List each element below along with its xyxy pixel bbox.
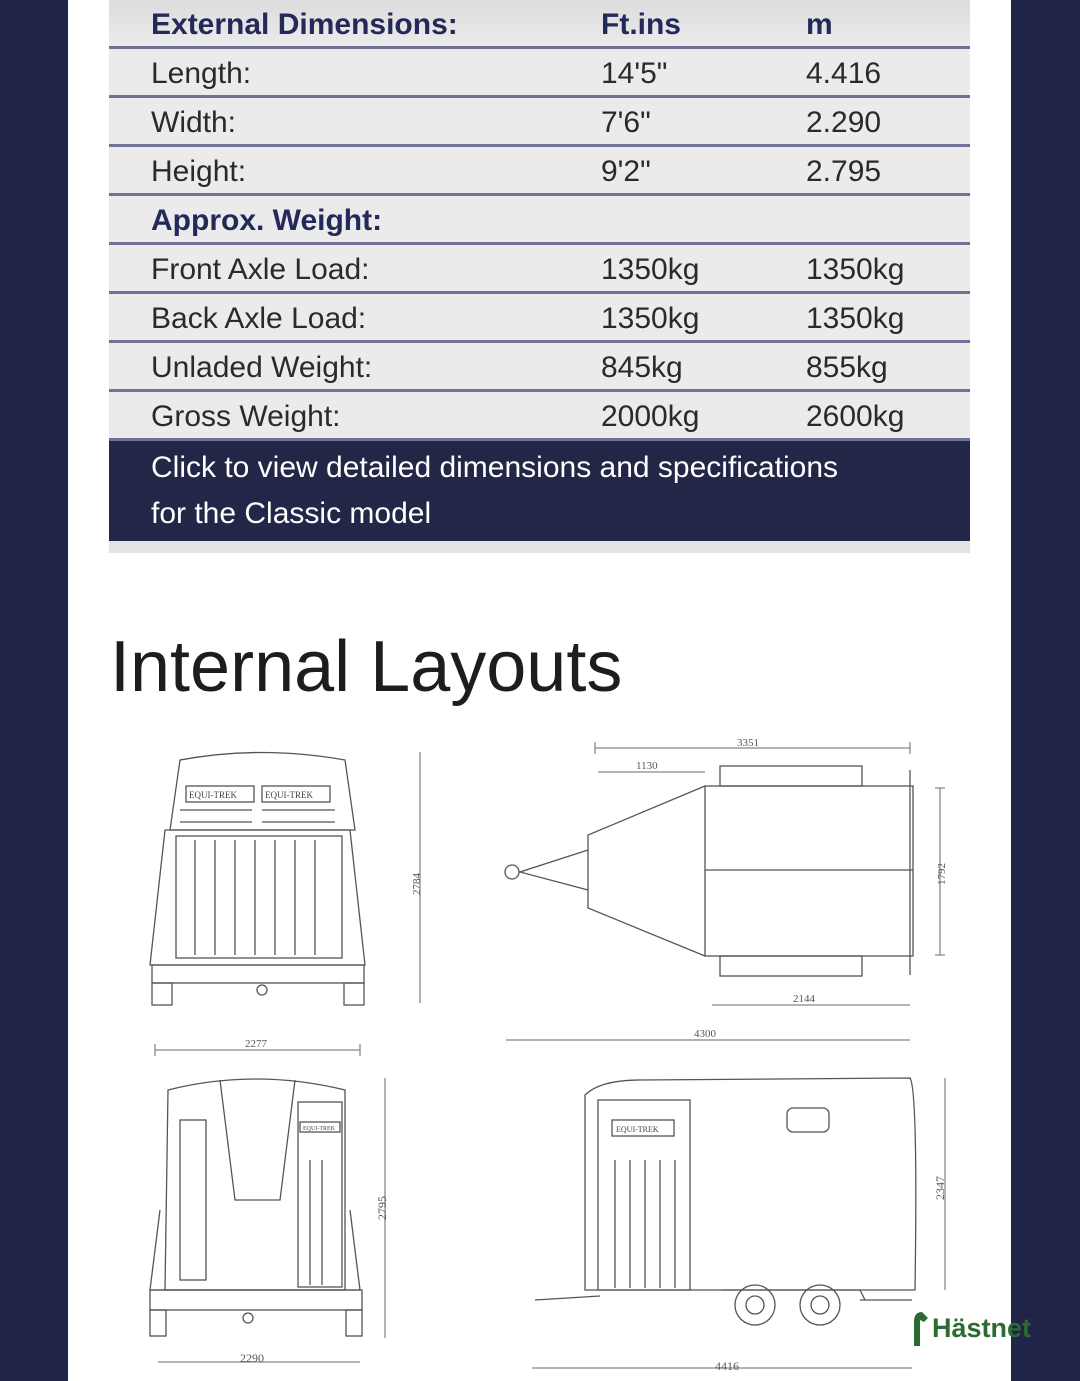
side-view-drawing [532, 1078, 945, 1368]
rear-width-label: 2290 [240, 1351, 264, 1365]
hastnet-watermark [908, 1310, 1031, 1346]
header-label: External Dimensions: [151, 8, 458, 41]
rear-height-label: 2795 [375, 1196, 389, 1220]
plan-body-label: 2144 [793, 993, 815, 1005]
row-ft: 14'5" [601, 57, 668, 90]
row-label: Length: [151, 57, 252, 90]
section-title: Internal Layouts [110, 627, 623, 707]
row-ft: 2000kg [601, 400, 700, 433]
plan-overall-label: 3351 [737, 737, 759, 749]
row-m: 4.416 [806, 57, 882, 90]
row-label: Width: [151, 106, 237, 139]
cta-line-1: Click to view detailed dimensions and specifications [151, 451, 839, 484]
row-m: 2.290 [806, 106, 882, 139]
row-m: 2600kg [806, 400, 905, 433]
row-m: 855kg [806, 351, 888, 384]
trailer-drawings [68, 720, 1011, 1381]
front-plate-left: EQUI-TREK [189, 790, 237, 800]
row-label: Unladed Weight: [151, 351, 373, 384]
row-ft: 1350kg [601, 302, 700, 335]
horse-head-icon [908, 1310, 932, 1346]
plan-view-drawing [505, 742, 945, 1040]
row-m: 1350kg [806, 302, 905, 335]
rear-view-drawing [150, 1078, 385, 1362]
side-length-label: 4416 [715, 1359, 739, 1373]
table-row [109, 294, 970, 343]
table-row [109, 147, 970, 196]
header-col-ft: Ft.ins [601, 8, 681, 41]
table-row [109, 392, 970, 441]
row-label: Front Axle Load: [151, 253, 370, 286]
rear-plate: EQUI-TREK [303, 1126, 335, 1132]
row-label: Back Axle Load: [151, 302, 367, 335]
cta-footer-bar [109, 541, 970, 553]
plan-width-label: 1792 [936, 863, 948, 885]
front-plate-right: EQUI-TREK [265, 790, 313, 800]
table-row [109, 343, 970, 392]
cta-line-2: for the Classic model [151, 497, 432, 530]
plan-drawbar-label: 1130 [636, 760, 658, 772]
side-plate: EQUI-TREK [616, 1125, 659, 1134]
specs-table [109, 0, 970, 553]
front-height-label: 2784 [411, 873, 423, 895]
table-row [109, 98, 970, 147]
row-m: 2.795 [806, 155, 882, 188]
row-ft: 7'6" [601, 106, 651, 139]
side-height-label: 2347 [933, 1176, 947, 1200]
watermark-text: Hästnet [932, 1312, 1032, 1343]
table-header-row [109, 0, 970, 49]
table-row [109, 245, 970, 294]
plan-length-label: 4300 [694, 1028, 716, 1040]
row-ft: 845kg [601, 351, 683, 384]
row-label: Gross Weight: [151, 400, 341, 433]
row-label: Height: [151, 155, 247, 188]
weight-header: Approx. Weight: [151, 204, 383, 237]
front-view-drawing [150, 752, 420, 1056]
row-ft: 1350kg [601, 253, 700, 286]
view-specifications-link[interactable] [109, 441, 970, 541]
row-m: 1350kg [806, 253, 905, 286]
header-col-m: m [806, 8, 833, 41]
weight-header-row [109, 196, 970, 245]
page [68, 0, 1011, 1381]
table-row [109, 49, 970, 98]
row-ft: 9'2" [601, 155, 651, 188]
front-width-label: 2277 [245, 1038, 267, 1050]
